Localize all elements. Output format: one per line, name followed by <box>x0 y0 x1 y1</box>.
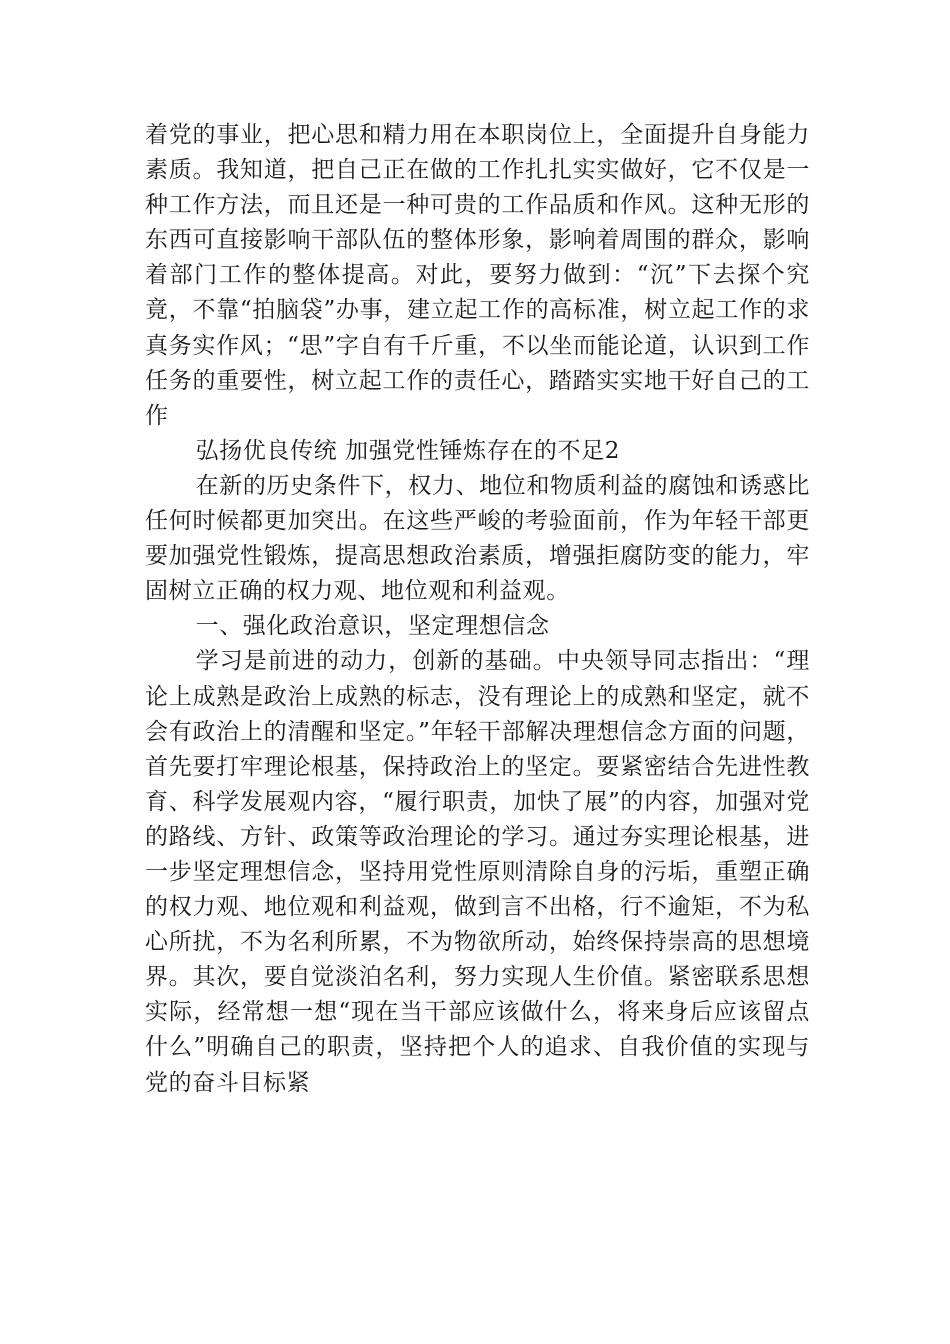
document-body <box>145 118 810 1101</box>
section-heading-1: 一、强化政治意识，坚定理想信念 <box>195 613 550 640</box>
paragraph-body: 学习是前进的动力，创新的基础。中央领导同志指出：“理论上成熟是政治上成熟的标志，没有理论上的成熟和坚定，就不会有政治上的清醒和坚定。”年轻干部解决理想信念方面的问题，首先要打牢理论根基，保持政治上的坚定。要紧密结合先进性教育、科学发展观内容，“履行职责，加快了展”的内容，加强对党的路线、方针、政策等政治理论的学习。通过夯实理论根基，进一步坚定理想信念，坚持用党性原则清除自身的污垢，重塑正确的权力观、地位观和利益观，做到言不出格，行不逾矩，不为私心所扰，不为名利所累，不为物欲所动，始终保持崇高的思想境界。其次，要自觉淡泊名利，努力实现人生价值。紧密联系思想实际，经常想一想“现在当干部应该做什么，将来身后应该留点什么”明确自己的职责，坚持把个人的追求、自我价值的实现与党的奋斗目标紧 <box>145 648 810 1096</box>
paragraph-continuation: 着党的事业，把心思和精力用在本职岗位上，全面提升自身能力素质。我知道，把自己正在做的工作扎扎实实做好，它不仅是一种工作方法，而且还是一种可贵的工作品质和作风。这种无形的东西可直接影响干部队伍的整体形象，影响着周围的群众，影响着部门工作的整体提高。对此，要努力做到：“沉”下去探个究竟，不靠“拍脑袋”办事，建立起工作的高标准，树立起工作的求真务实作风；“思”字自有千斤重，不以坐而能论道，认识到工作任务的重要性，树立起工作的责任心，踏踏实实地干好自己的工作 <box>145 122 810 429</box>
paragraph-intro: 在新的历史条件下，权力、地位和物质利益的腐蚀和诱惑比任何时候都更加突出。在这些严峻的考验面前，作为年轻干部更要加强党性锻炼，提高思想政治素质，增强拒腐防变的能力，牢固树立正确的权力观、地位观和利益观。 <box>145 472 810 605</box>
section-title: 弘扬优良传统 加强党性锤炼存在的不足2 <box>195 437 620 464</box>
